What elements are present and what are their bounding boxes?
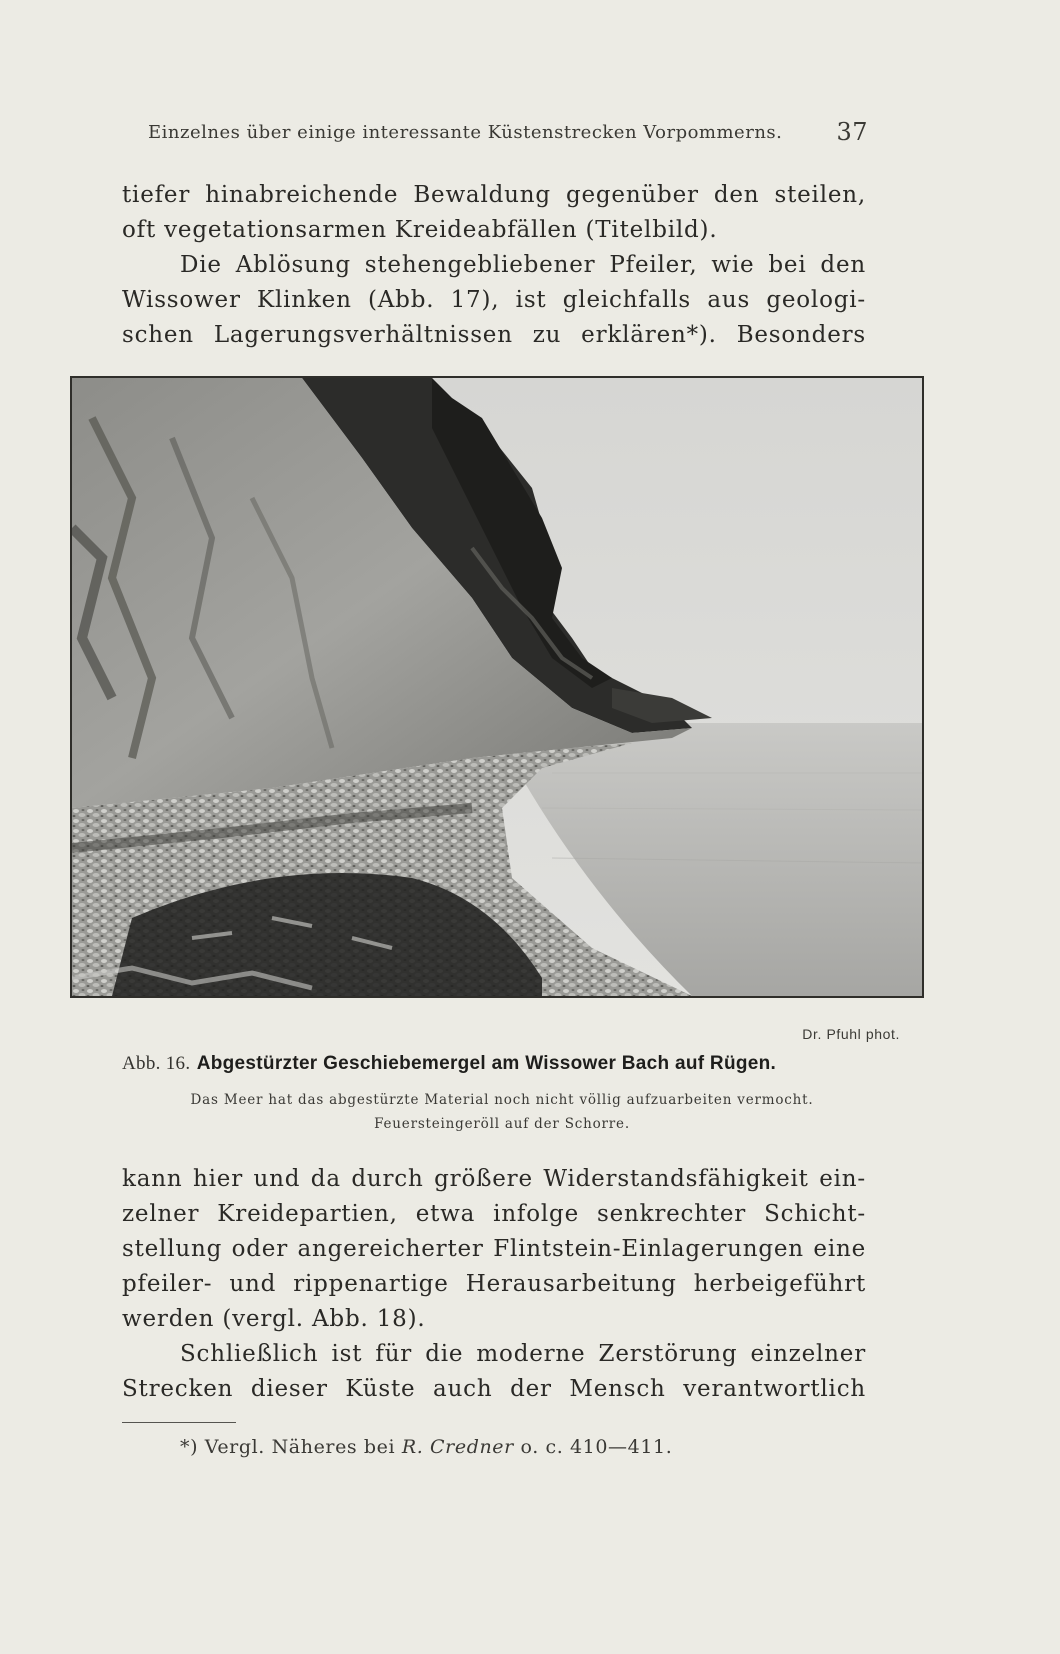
photo-credit: Dr. Pfuhl phot. — [802, 1026, 900, 1042]
page-number: 37 — [836, 118, 868, 146]
paragraph-bottom — [122, 1162, 866, 1407]
footnote-suffix: o. c. 410—411. — [520, 1436, 673, 1458]
text-line: Wissower Klinken (Abb. 17), ist gleichfalls aus geologi- — [122, 287, 866, 313]
running-head-title: Einzelnes über einige interessante Küstenstrecken Vorpommerns. — [148, 122, 783, 143]
figure-title: Abgestürzter Geschiebemergel am Wissower Bach auf Rügen. — [196, 1053, 777, 1074]
text-line: Strecken dieser Küste auch der Mensch verantwortlich — [122, 1376, 866, 1402]
text-line: werden (vergl. Abb. 18). — [122, 1306, 426, 1332]
text-line: stellung oder angereicherter Flintstein-Einlagerungen eine — [122, 1236, 866, 1262]
paragraph-top — [122, 178, 866, 353]
coastal-photograph — [70, 376, 924, 998]
text-line: oft vegetationsarmen Kreideabfällen (Titelbild). — [122, 217, 718, 243]
running-head — [148, 118, 868, 152]
footnote-prefix: *) Vergl. Näheres bei — [180, 1436, 396, 1458]
text-line: tiefer hinabreichende Bewaldung gegenüber den steilen, — [122, 182, 866, 208]
footnote-author: R. Credner — [401, 1436, 514, 1458]
text-line: zelner Kreidepartien, etwa infolge senkrechter Schicht- — [122, 1201, 866, 1227]
cliff-photo-icon — [72, 378, 922, 996]
figure-caption — [122, 1052, 882, 1075]
figure-caption-detail: Feuersteingeröll auf der Schorre. — [374, 1116, 630, 1132]
text-line: Schließlich ist für die moderne Zerstörung einzelner — [180, 1341, 866, 1367]
text-line: schen Lagerungsverhältnissen zu erklären*). Besonders — [122, 322, 866, 348]
text-line: Die Ablösung stehengebliebener Pfeiler, wie bei den — [180, 252, 866, 278]
figure-number: Abb. 16. — [122, 1053, 191, 1074]
text-line: pfeiler- und rippenartige Herausarbeitung herbeigeführt — [122, 1271, 866, 1297]
footnote-divider — [122, 1422, 236, 1423]
footnote — [180, 1436, 672, 1458]
figure-caption-detail: Das Meer hat das abgestürzte Material noch nicht völlig aufzuarbeiten vermocht. — [190, 1092, 814, 1108]
text-line: kann hier und da durch größere Widerstandsfähigkeit ein- — [122, 1166, 866, 1192]
